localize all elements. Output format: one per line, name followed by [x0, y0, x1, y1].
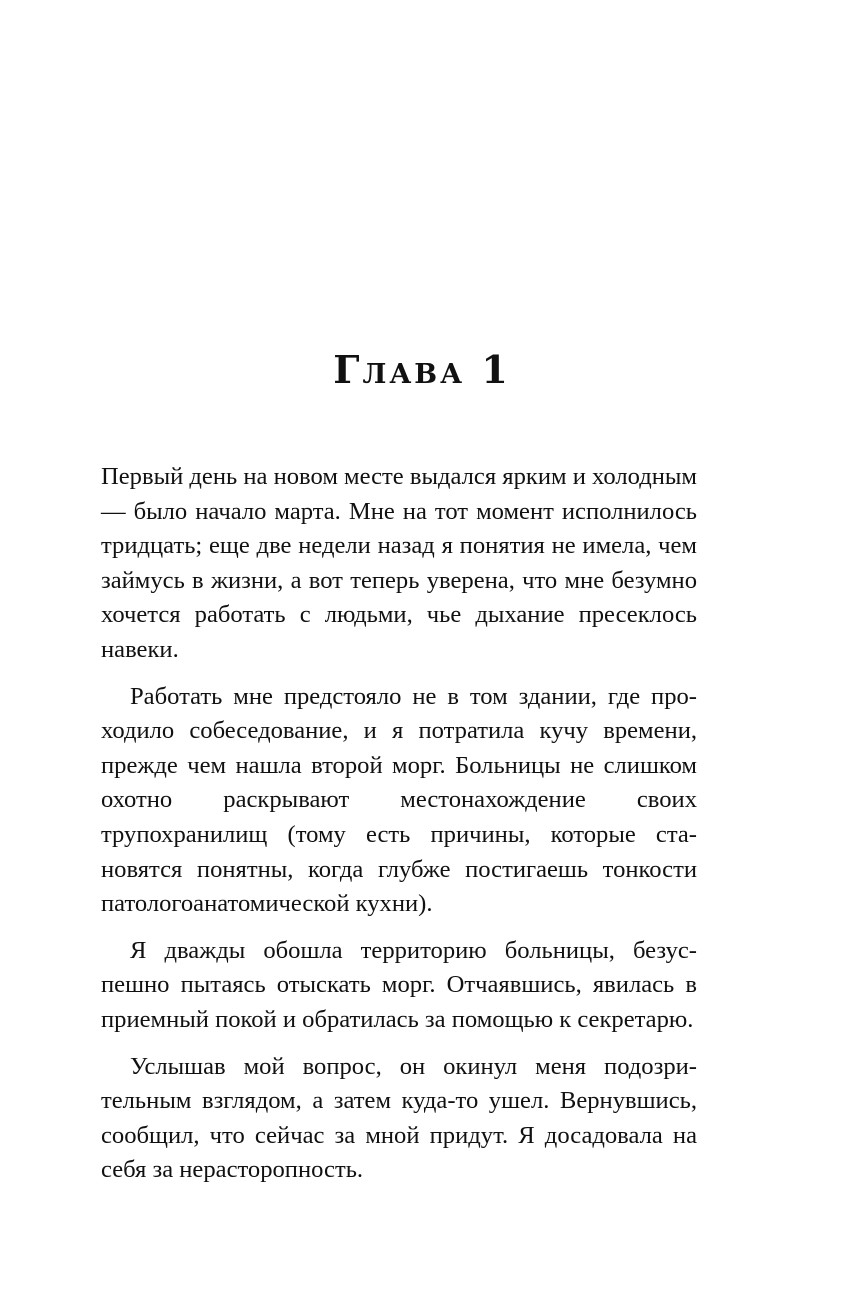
chapter-body	[101, 460, 697, 1200]
chapter-title: Глава 1	[333, 347, 511, 392]
paragraph-4: Услышав мой вопрос, он окинул меня подозрительным взглядом, а затем куда-то ушел. Вернувшись, сообщил, что сейчас за мной придут. Я досадовала на себя за нерасторопность.	[101, 1052, 697, 1184]
paragraph-1: Первый день на новом месте выдался ярким и холодным — было начало марта. Мне на тот момент исполнилось тридцать; еще две недели назад я понятия не имела, чем займусь в жизни, а вот теперь уверена, что мне безумно хочется работать с людьми, чье дыхание пресеклось навеки.	[101, 463, 697, 663]
paragraph-2: Работать мне предстояло не в том здании, где проходило собеседование, и я потратила кучу времени, прежде чем нашла второй морг. Больницы не слишком охотно раскрывают местонахождение своих трупохранилищ (тому есть причины, которые становятся понятны, когда глубже постигаешь тонкости патологоанатомической кухни).	[101, 682, 697, 918]
paragraph-3: Я дважды обошла территорию больницы, безуспешно пытаясь отыскать морг. Отчаявшись, явилась в приемный покой и обратилась за помощью к секретарю.	[101, 936, 697, 1033]
